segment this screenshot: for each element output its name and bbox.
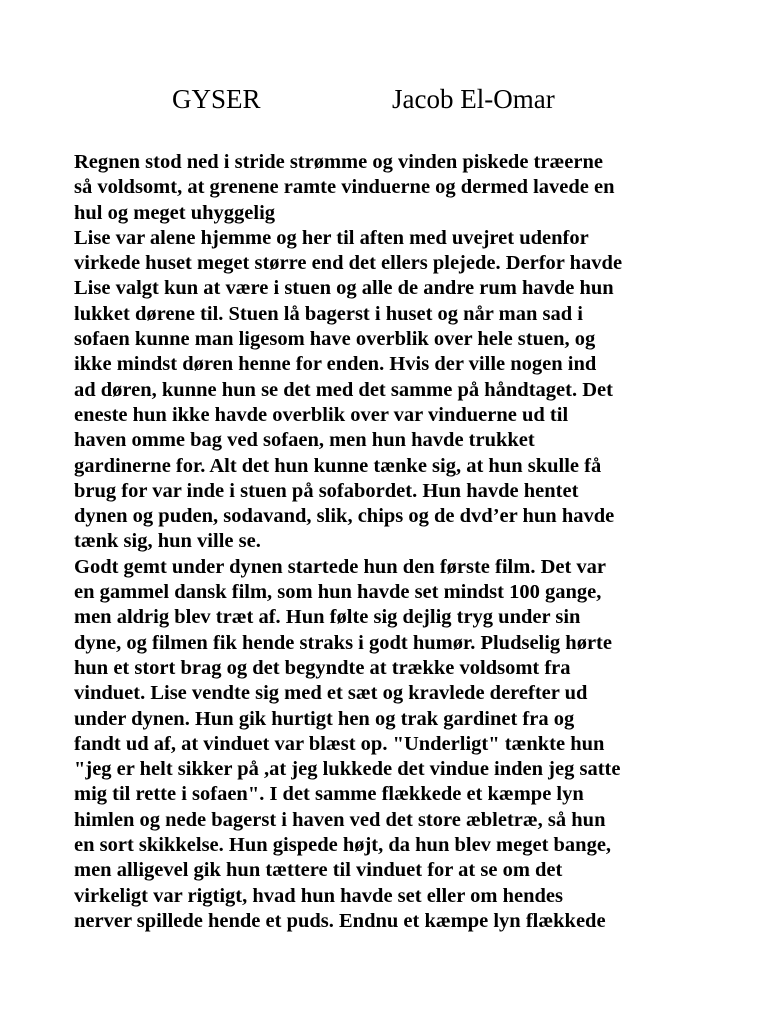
- story-line: men aldrig blev træt af. Hun følte sig dejlig tryg under sin: [74, 606, 581, 629]
- story-line: fandt ud af, at vinduet var blæst op. "Underligt" tænkte hun: [74, 732, 605, 755]
- story-line: brug for var inde i stuen på sofabordet. Hun havde hentet: [74, 479, 579, 502]
- story-line: eneste hun ikke havde overblik over var vinduerne ud til: [74, 403, 569, 426]
- story-line: hul og meget uhyggelig: [74, 201, 276, 224]
- story-line: himlen og nede bagerst i haven ved det store æbletræ, så hun: [74, 808, 606, 831]
- story-line: hun et stort brag og det begyndte at trække voldsomt fra: [74, 656, 571, 679]
- story-line: en sort skikkelse. Hun gispede højt, da hun blev meget bange,: [74, 834, 612, 857]
- story-line: gardinerne for. Alt det hun kunne tænke sig, at hun skulle få: [74, 454, 602, 477]
- story-line: haven omme bag ved sofaen, men hun havde trukket: [74, 429, 535, 452]
- document-header: [0, 84, 768, 124]
- story-line: virkede huset meget større end det ellers plejede. Derfor havde: [74, 252, 623, 275]
- document-author: Jacob El-Omar: [392, 84, 555, 114]
- story-line: under dynen. Hun gik hurtigt hen og trak gardinet fra og: [74, 707, 575, 730]
- story-body: [74, 150, 714, 934]
- story-line: dyne, og filmen fik hende straks i godt humør. Pludselig hørte: [74, 631, 612, 654]
- story-line: Godt gemt under dynen startede hun den første film. Det var: [74, 555, 607, 578]
- story-line: ikke mindst døren henne for enden. Hvis der ville nogen ind: [74, 353, 597, 376]
- story-line: så voldsomt, at grenene ramte vinduerne og dermed lavede en: [74, 176, 615, 199]
- story-line: lukket dørene til. Stuen lå bagerst i huset og når man sad i: [74, 302, 583, 325]
- story-line: Lise valgt kun at være i stuen og alle de andre rum havde hun: [74, 277, 614, 300]
- story-line: virkeligt var rigtigt, hvad hun havde set eller om hendes: [74, 884, 563, 907]
- story-line: tænk sig, hun ville se.: [74, 530, 261, 553]
- story-line: mig til rette i sofaen". I det samme flækkede et kæmpe lyn: [74, 783, 584, 806]
- story-line: Lise var alene hjemme og her til aften med uvejret udenfor: [74, 226, 589, 249]
- story-line: men alligevel gik hun tættere til vinduet for at se om det: [74, 859, 563, 882]
- story-line: sofaen kunne man ligesom have overblik over hele stuen, og: [74, 328, 596, 351]
- story-line: Regnen stod ned i stride strømme og vinden piskede træerne: [74, 151, 603, 173]
- story-line: nerver spillede hende et puds. Endnu et kæmpe lyn flækkede: [74, 909, 606, 932]
- story-line: dynen og puden, sodavand, slik, chips og de dvd’er hun havde: [74, 505, 615, 528]
- document-title: GYSER: [172, 84, 261, 114]
- story-line: en gammel dansk film, som hun havde set mindst 100 gange,: [74, 581, 602, 604]
- story-line: vinduet. Lise vendte sig med et sæt og kravlede derefter ud: [74, 682, 588, 705]
- story-line: "jeg er helt sikker på ,at jeg lukkede det vindue inden jeg satte: [74, 758, 621, 781]
- story-line: ad døren, kunne hun se det med det samme på håndtaget. Det: [74, 378, 613, 401]
